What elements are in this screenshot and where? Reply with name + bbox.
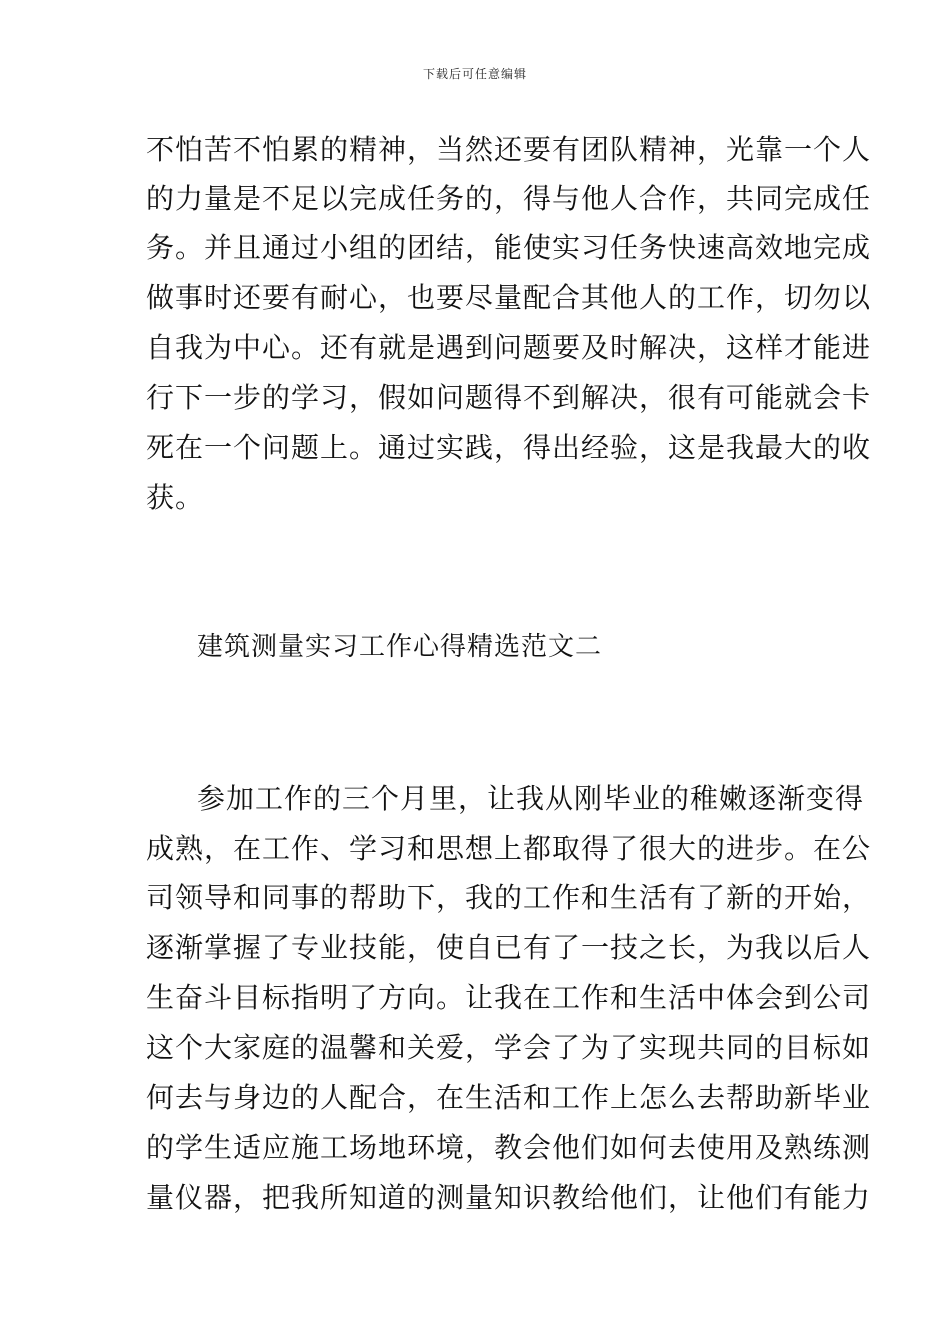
paragraph-line: 的力量是不足以完成任务的，得与他人合作，共同完成任	[146, 182, 872, 215]
section-heading: 建筑测量实习工作心得精选范文二	[197, 632, 603, 662]
paragraph-line: 逐渐掌握了专业技能，使自已有了一技之长，为我以后人	[146, 931, 872, 964]
paragraph-line: 生奋斗目标指明了方向。让我在工作和生活中体会到公司	[146, 981, 872, 1014]
paragraph-line: 成熟，在工作、学习和思想上都取得了很大的进步。在公	[146, 832, 872, 865]
paragraph-line: 不怕苦不怕累的精神，当然还要有团队精神，光靠一个人	[146, 133, 872, 166]
paragraph-line: 死在一个问题上。通过实践，得出经验，这是我最大的收	[146, 431, 872, 464]
paragraph-line: 量仪器，把我所知道的测量知识教给他们，让他们有能力	[146, 1181, 872, 1214]
paragraph-line: 行下一步的学习，假如问题得不到解决，很有可能就会卡	[146, 381, 872, 414]
paragraph-line: 参加工作的三个月里，让我从刚毕业的稚嫩逐渐变得	[197, 782, 865, 815]
paragraph-line: 获。	[146, 481, 205, 514]
paragraph-line: 这个大家庭的温馨和关爱，学会了为了实现共同的目标如	[146, 1031, 872, 1064]
paragraph-line: 司领导和同事的帮助下，我的工作和生活有了新的开始，	[146, 881, 872, 914]
paragraph-line: 何去与身边的人配合，在生活和工作上怎么去帮助新毕业	[146, 1081, 872, 1114]
paragraph-line: 务。并且通过小组的团结，能使实习任务快速高效地完成	[146, 231, 872, 264]
page-header-note: 下载后可任意编辑	[422, 67, 527, 81]
paragraph-line: 做事时还要有耐心，也要尽量配合其他人的工作，切勿以	[146, 281, 872, 314]
paragraph-line: 的学生适应施工场地环境，教会他们如何去使用及熟练测	[146, 1131, 872, 1164]
paragraph-line: 自我为中心。还有就是遇到问题要及时解决，这样才能进	[146, 331, 872, 364]
